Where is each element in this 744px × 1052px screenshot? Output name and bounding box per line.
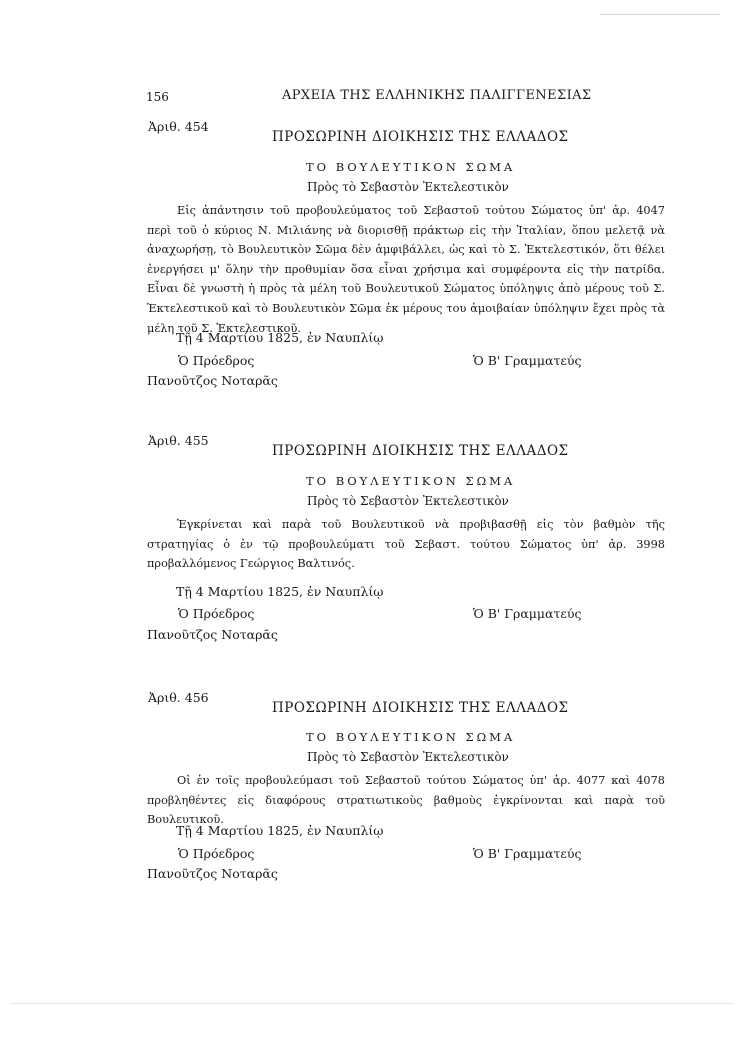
document-body: Οἱ ἐν τοῖς προβουλεύμασι τοῦ Σεβαστοῦ τούτου Σώματος ὑπ' ἀρ. 4077 καὶ 4078 προβληθέντες εἰς διαφόρους στρατιωτικοὺς βαθμοὺς ἐγκρίνονται καὶ παρὰ τοῦ Βουλευτικοῦ. [147, 774, 665, 827]
document-body: Ἐγκρίνεται καὶ παρὰ τοῦ Βουλευτικοῦ νὰ προβιβασθῇ εἰς τὸν βαθμὸν τῆς στρατηγίας ὁ ἐν τῷ προβουλεύματι τοῦ Σεβαστ. τούτου Σώματος ὑπ' ἀρ. 3998 προβαλλόμενος Γεώργιος Βαλτινός. [147, 518, 665, 571]
page-number: 156 [146, 90, 169, 104]
secretary-title: Ὁ Β' Γραμματεύς [473, 353, 582, 368]
document-subheading: ΤΟ ΒΟΥΛΕΥΤΙΚΟΝ ΣΩΜΑ [306, 160, 516, 174]
document-subheading: ΤΟ ΒΟΥΛΕΥΤΙΚΟΝ ΣΩΜΑ [306, 730, 516, 744]
document-date: Τῇ 4 Μαρτίου 1825, ἐν Ναυπλίῳ [176, 330, 384, 345]
document-number: Ἀριθ. 455 [148, 433, 209, 448]
president-title: Ὁ Πρόεδρος [178, 353, 255, 368]
president-name: Πανοῦτζος Νοταρᾶς [147, 373, 278, 388]
document-addressee: Πρὸς τὸ Σεβαστὸν Ἐκτελεστικὸν [307, 180, 509, 194]
document-heading: ΠΡΟΣΩΡΙΝΗ ΔΙΟΙΚΗΣΙΣ ΤΗΣ ΕΛΛΑΔΟΣ [272, 129, 569, 145]
document-number: Ἀριθ. 454 [148, 119, 209, 134]
secretary-title: Ὁ Β' Γραμματεύς [473, 606, 582, 621]
president-name: Πανοῦτζος Νοταρᾶς [147, 627, 278, 642]
document-subheading: ΤΟ ΒΟΥΛΕΥΤΙΚΟΝ ΣΩΜΑ [306, 474, 516, 488]
scan-edge-top [600, 14, 720, 15]
document-heading: ΠΡΟΣΩΡΙΝΗ ΔΙΟΙΚΗΣΙΣ ΤΗΣ ΕΛΛΑΔΟΣ [272, 443, 569, 459]
running-title: ΑΡΧΕΙΑ ΤΗΣ ΕΛΛΗΝΙΚΗΣ ΠΑΛΙΓΓΕΝΕΣΙΑΣ [282, 88, 592, 103]
document-date: Τῇ 4 Μαρτίου 1825, ἐν Ναυπλίῳ [176, 823, 384, 838]
scan-edge-bottom [10, 1003, 734, 1004]
document-heading: ΠΡΟΣΩΡΙΝΗ ΔΙΟΙΚΗΣΙΣ ΤΗΣ ΕΛΛΑΔΟΣ [272, 700, 569, 716]
secretary-title: Ὁ Β' Γραμματεύς [473, 846, 582, 861]
president-title: Ὁ Πρόεδρος [178, 846, 255, 861]
document-date: Τῇ 4 Μαρτίου 1825, ἐν Ναυπλίῳ [176, 584, 384, 599]
document-addressee: Πρὸς τὸ Σεβαστὸν Ἐκτελεστικὸν [307, 750, 509, 764]
president-title: Ὁ Πρόεδρος [178, 606, 255, 621]
document-addressee: Πρὸς τὸ Σεβαστὸν Ἐκτελεστικὸν [307, 494, 509, 508]
document-number: Ἀριθ. 456 [148, 690, 209, 705]
president-name: Πανοῦτζος Νοταρᾶς [147, 866, 278, 881]
document-body: Εἰς ἀπάντησιν τοῦ προβουλεύματος τοῦ Σεβαστοῦ τούτου Σώματος ὑπ' ἀρ. 4047 περὶ τοῦ ὁ κύριος Ν. Μιλιάνης νὰ διορισθῇ πράκτωρ εἰς τὴν Ἰταλίαν, ὅπου μελετᾷ νὰ ἀναχωρήσῃ, τὸ Βουλευτικὸν Σῶμα δὲν ἀμφιβάλλει, ὡς καὶ τὸ Σ. Ἐκτελεστικόν, ὅτι θέλει ἐνεργήσει μ' ὅλην τὴν προθυμίαν ὅσα εἶναι χρήσιμα καὶ συμφέροντα εἰς τὴν πατρίδα. Εἶναι δὲ γνωστὴ ἡ πρὸς τὰ μέλη τοῦ Βουλευτικοῦ Σώματος ὑπόληψις ἀπὸ μέρους τοῦ Σ. Ἐκτελεστικοῦ καὶ τὸ Βουλευτικὸν Σῶμα ἐκ μέρους του ἀμοιβαίαν ὑπόληψιν ἔχει πρὸς τὰ μέλη τοῦ Σ. Ἐκτελεστικοῦ. [147, 204, 665, 335]
